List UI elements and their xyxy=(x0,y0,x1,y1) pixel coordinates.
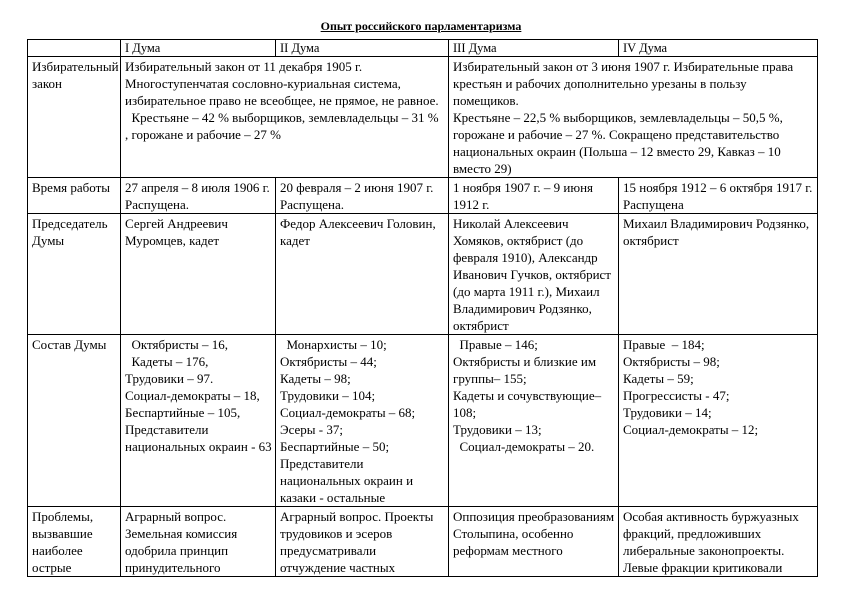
cell-work-time-d2 xyxy=(276,178,449,214)
cell-text: Избирательный закон от 3 июня 1907 г. Избирательные права крестьян и рабочих дополнительно урезаны в пользу помещиков. xyxy=(453,59,797,108)
party-line: Беспартийные – 50; xyxy=(280,439,390,454)
party-line: Кадеты – 59; xyxy=(623,371,694,386)
cell-text: Крестьяне – 42 % выборщиков, землевладельцы – 31 % , горожане и рабочие – 27 % xyxy=(125,110,442,142)
row-chairman xyxy=(28,214,818,335)
row-label-text: Проблемы, вызвавшие наиболее острые xyxy=(32,509,97,575)
party-line: Правые – 146; xyxy=(453,337,538,352)
party-line: Прогрессисты - 47; xyxy=(623,388,730,403)
party-line: Трудовики – 97. xyxy=(125,371,214,386)
cell-chairman-d1 xyxy=(121,214,276,335)
party-line: Октябристы – 98; xyxy=(623,354,720,369)
party-line: Социал-демократы – 12; xyxy=(623,422,759,437)
page-title: Опыт российского парламентаризма xyxy=(320,19,522,33)
cell-problems-d4 xyxy=(619,507,818,577)
cell-text: Избирательный закон от 11 декабря 1905 г. Многоступенчатая сословно-куриальная система, избирательное право не всеобщее, не прямое, не равное. xyxy=(125,59,439,108)
cell-chairman-d2 xyxy=(276,214,449,335)
header-duma-4: IV Дума xyxy=(619,40,818,57)
row-electoral-law xyxy=(28,57,818,178)
cell-text: Особая активность буржуазных фракций, предложивших либеральные законопроекты. Левые фракции критиковали xyxy=(623,509,803,575)
cell-text: Николай Алексеевич Хомяков, октябрист (до февраля 1910), Александр Иванович Гучков, октябрист (до марта 1911 г.), Михаил Владимирович Родзянко, октябрист xyxy=(453,216,615,333)
cell-text: Аграрный вопрос. Проекты трудовиков и эсеров предусматривали отчуждение частных xyxy=(280,509,437,575)
cell-text: Оппозиция преобразованиям Столыпина, особенно реформам местного xyxy=(453,509,618,558)
cell-composition-d2 xyxy=(276,335,449,507)
party-line: Представители национальных окраин - 63 xyxy=(125,422,272,454)
cell-work-time-d3 xyxy=(449,178,619,214)
header-duma-2: II Дума xyxy=(276,40,449,57)
row-label xyxy=(28,214,121,335)
party-line: Социал-демократы – 20. xyxy=(453,439,595,454)
party-line: Правые – 184; xyxy=(623,337,705,352)
cell-problems-d1 xyxy=(121,507,276,577)
row-label-text: Председатель Думы xyxy=(32,216,111,248)
header-duma-3: III Дума xyxy=(449,40,619,57)
cell-chairman-d4 xyxy=(619,214,818,335)
row-label xyxy=(28,178,121,214)
party-line: Социал-демократы – 18, xyxy=(125,388,260,403)
party-line: Представители национальных окраин и казаки - остальные xyxy=(280,456,417,505)
cell-composition-d3 xyxy=(449,335,619,507)
party-line: Трудовики – 104; xyxy=(280,388,376,403)
row-label xyxy=(28,507,121,577)
cell-composition-d1 xyxy=(121,335,276,507)
cell-text: 1 ноября 1907 г. – 9 июня 1912 г. xyxy=(453,180,597,212)
cell-text: Крестьяне – 22,5 % выборщиков, землевладельцы – 50,5 %, горожане и рабочие – 27 %. Сокращено представительство национальных окраин (Польша – 12 вместо 29, Кавказ – 10 вместо 29) xyxy=(453,110,787,176)
party-line: Кадеты и сочувствующие– 108; xyxy=(453,388,605,420)
cell-chairman-d3 xyxy=(449,214,619,335)
header-row xyxy=(28,40,818,57)
cell-text: Федор Алексеевич Головин, кадет xyxy=(280,216,439,248)
cell-electoral-law-d34 xyxy=(449,57,818,178)
cell-text: Аграрный вопрос. Земельная комиссия одобрила принцип принудительного xyxy=(125,509,241,575)
party-line: Кадеты – 176, xyxy=(125,354,209,369)
party-line: Трудовики – 14; xyxy=(623,405,712,420)
cell-text: 20 февраля – 2 июня 1907 г. Распущена. xyxy=(280,180,437,212)
party-line: Беспартийные – 105, xyxy=(125,405,241,420)
row-label-text: Состав Думы xyxy=(32,337,107,352)
party-line: Эсеры - 37; xyxy=(280,422,343,437)
duma-table xyxy=(27,39,818,577)
party-line: Монархисты – 10; xyxy=(280,337,387,352)
row-label xyxy=(28,335,121,507)
party-line: Трудовики – 13; xyxy=(453,422,542,437)
cell-text: 27 апреля – 8 июля 1906 г. Распущена. xyxy=(125,180,273,212)
row-composition xyxy=(28,335,818,507)
cell-problems-d3 xyxy=(449,507,619,577)
party-line: Кадеты – 98; xyxy=(280,371,351,386)
cell-work-time-d4 xyxy=(619,178,818,214)
cell-electoral-law-d12 xyxy=(121,57,449,178)
party-line: Октябристы и близкие им группы– 155; xyxy=(453,354,600,386)
party-line: Социал-демократы – 68; xyxy=(280,405,416,420)
cell-work-time-d1 xyxy=(121,178,276,214)
cell-text: 15 ноября 1912 – 6 октября 1917 г. Распущена xyxy=(623,180,816,212)
cell-composition-d4 xyxy=(619,335,818,507)
row-label xyxy=(28,57,121,178)
row-label-text: Избирательный закон xyxy=(32,59,122,91)
row-label-text: Время работы xyxy=(32,180,111,195)
header-duma-1: I Дума xyxy=(121,40,276,57)
header-cell-empty xyxy=(28,40,121,57)
party-line: Октябристы – 44; xyxy=(280,354,377,369)
cell-text: Михаил Владимирович Родзянко, октябрист xyxy=(623,216,813,248)
cell-text: Сергей Андреевич Муромцев, кадет xyxy=(125,216,232,248)
cell-problems-d2 xyxy=(276,507,449,577)
row-problems xyxy=(28,507,818,577)
party-line: Октябристы – 16, xyxy=(125,337,229,352)
row-work-time xyxy=(28,178,818,214)
